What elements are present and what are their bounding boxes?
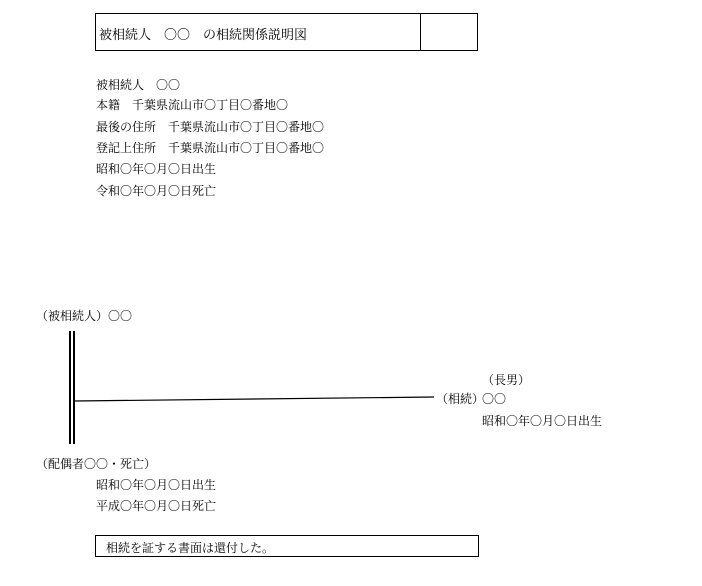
note-box: [95, 535, 479, 557]
decedent-death: 令和〇年〇月〇日死亡: [96, 184, 217, 198]
decedent-registered-address: 登記上住所 千葉県流山市〇丁目〇番地〇: [96, 141, 325, 155]
decedent-name: 被相続人 〇〇: [96, 78, 181, 92]
son-relation-label: （長男）: [482, 373, 531, 387]
child-connector-stroke: [75, 397, 434, 401]
spouse-label: （配偶者〇〇・死亡）: [36, 457, 157, 471]
document-title: 被相続人 〇〇 の相続関係説明図: [99, 28, 308, 43]
decedent-birth: 昭和〇年〇月〇日出生: [96, 162, 217, 176]
spouse-death: 平成〇年〇月〇日死亡: [96, 499, 217, 513]
return-note: 相続を証する書面は還付した。: [106, 541, 275, 555]
decedent-domicile: 本籍 千葉県流山市〇丁目〇番地〇: [96, 98, 289, 112]
spouse-birth: 昭和〇年〇月〇日出生: [96, 478, 217, 492]
son-inherit-label: （相続）: [436, 392, 485, 406]
son-name: 〇〇: [482, 392, 507, 406]
diagram-decedent-label: （被相続人）〇〇: [36, 309, 133, 323]
decedent-last-address: 最後の住所 千葉県流山市〇丁目〇番地〇: [96, 120, 325, 134]
son-birth: 昭和〇年〇月〇日出生: [482, 414, 603, 428]
